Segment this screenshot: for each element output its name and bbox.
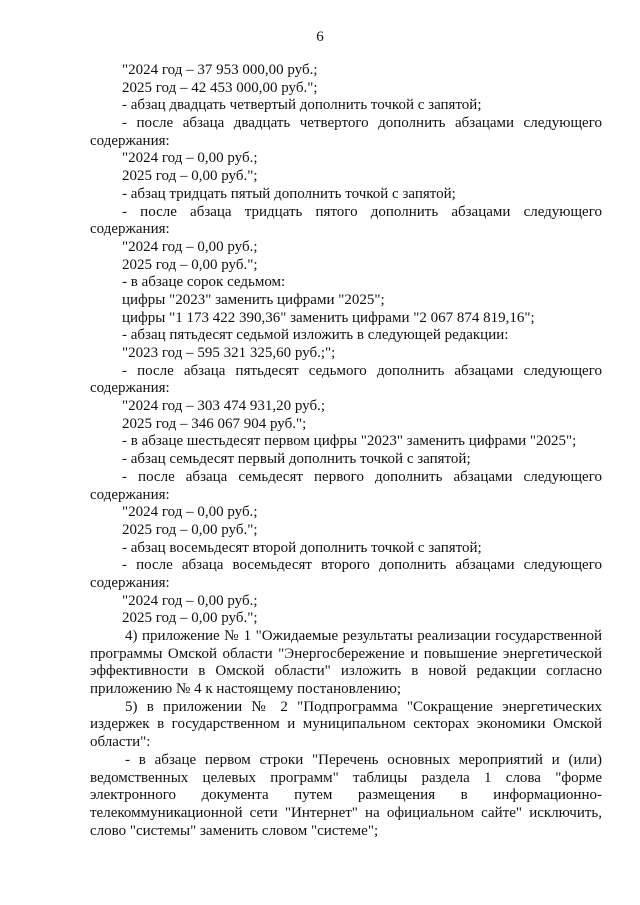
text-line: - абзац восемьдесят второй дополнить точкой с запятой; xyxy=(122,539,482,556)
text-line: телекоммуникационной сети "Интернет" на официальном сайте" исключить, xyxy=(90,804,602,821)
text-line: 2025 год – 346 067 904 руб."; xyxy=(122,415,307,432)
text-line: слово "системы" заменить словом "системе"; xyxy=(90,822,379,839)
text-line: цифры "2023" заменить цифрами "2025"; xyxy=(122,291,385,308)
text-line: эффективности в Омской области" изложить в новой редакции согласно xyxy=(90,663,602,680)
text-line: области": xyxy=(90,734,151,751)
text-line: - в абзаце шестьдесят первом цифры "2023" заменить цифрами "2025"; xyxy=(122,433,577,450)
text-line: 2025 год – 0,00 руб."; xyxy=(122,256,258,273)
page-number: 6 xyxy=(316,29,324,45)
text-line: - в абзаце первом строки "Перечень основных мероприятий и (или) xyxy=(125,751,602,768)
text-line: содержания: xyxy=(90,486,170,503)
document-body xyxy=(90,62,602,840)
text-line: 2025 год – 0,00 руб."; xyxy=(122,168,258,185)
text-line: - после абзаца восемьдесят второго дополнить абзацами следующего xyxy=(122,557,602,574)
text-line: "2024 год – 0,00 руб.; xyxy=(122,504,258,521)
text-line: - абзац пятьдесят седьмой изложить в следующей редакции: xyxy=(122,327,509,344)
text-line: электронного документа путем размещения в информационно- xyxy=(90,787,602,804)
text-line: - в абзаце сорок седьмом: xyxy=(122,274,286,291)
text-line: "2024 год – 37 953 000,00 руб.; xyxy=(122,62,318,78)
text-line: - абзац семьдесят первый дополнить точкой с запятой; xyxy=(122,451,471,468)
text-line: - после абзаца тридцать пятого дополнить абзацами следующего xyxy=(122,203,602,220)
text-line: приложению № 4 к настоящему постановлению; xyxy=(90,681,402,698)
text-line: - после абзаца пятьдесят седьмого дополнить абзацами следующего xyxy=(122,362,602,379)
text-line: содержания: xyxy=(90,574,170,591)
text-line: цифры "1 173 422 390,36" заменить цифрами "2 067 874 819,16"; xyxy=(122,309,535,326)
text-line: "2024 год – 303 474 931,20 руб.; xyxy=(122,398,326,415)
text-line: 2025 год – 0,00 руб."; xyxy=(122,610,258,627)
text-line: ведомственных целевых программ" таблицы раздела 1 слова "форме xyxy=(90,769,602,786)
text-line: содержания: xyxy=(90,221,170,238)
text-line: "2023 год – 595 321 325,60 руб.;"; xyxy=(122,345,336,361)
text-line: 5) в приложении № 2 "Подпрограмма "Сокращение энергетических xyxy=(125,698,602,715)
text-line: 4) приложение № 1 "Ожидаемые результаты реализации государственной xyxy=(125,628,602,644)
text-line: 2025 год – 0,00 руб."; xyxy=(122,521,258,538)
text-line: содержания: xyxy=(90,132,170,149)
text-line: "2024 год – 0,00 руб.; xyxy=(122,592,258,609)
text-line: - абзац тридцать пятый дополнить точкой с запятой; xyxy=(122,185,456,202)
text-line: - абзац двадцать четвертый дополнить точкой с запятой; xyxy=(122,97,482,114)
text-line: - после абзаца двадцать четвертого дополнить абзацами следующего xyxy=(122,115,602,132)
text-line: - после абзаца семьдесят первого дополнить абзацами следующего xyxy=(122,468,602,485)
text-line: "2024 год – 0,00 руб.; xyxy=(122,150,258,167)
text-line: программы Омской области "Энергосбережение и повышение энергетической xyxy=(90,645,602,662)
text-line: содержания: xyxy=(90,380,170,397)
text-line: 2025 год – 42 453 000,00 руб."; xyxy=(122,79,318,96)
text-line: издержек в государственном и муниципальном секторах экономики Омской xyxy=(90,716,602,733)
text-line: "2024 год – 0,00 руб.; xyxy=(122,238,258,255)
